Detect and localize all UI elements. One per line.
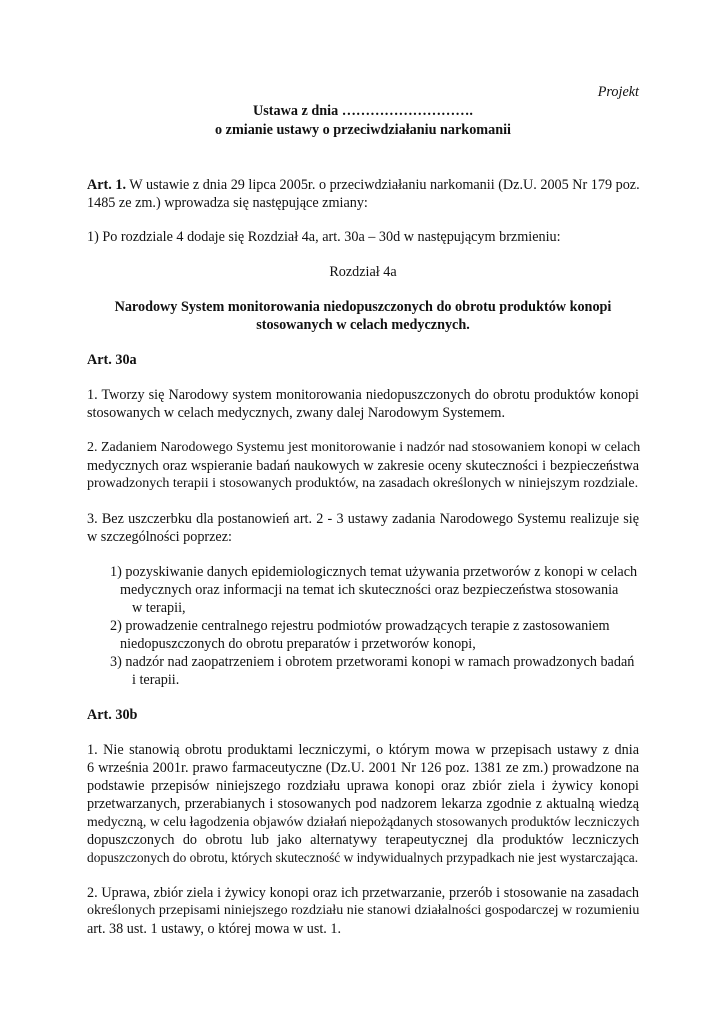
art30a-p2-line: prowadzonych terapii i stosowanych produktów, na zasadach określonych w niniejszym rozdziale. bbox=[87, 476, 639, 491]
art1-line1: Art. 1. W ustawie z dnia 29 lipca 2005r. o przeciwdziałaniu narkomanii (Dz.U. 2005 Nr 179 poz. bbox=[87, 177, 640, 193]
art30b-p1-line: 6 września 2001r. prawo farmaceutyczne (Dz.U. 2001 Nr 126 poz. 1381 ze zm.) prowadzone na bbox=[87, 760, 639, 776]
act-subtitle: o zmianie ustawy o przeciwdziałaniu narkomanii bbox=[215, 122, 511, 138]
chapter-title-line1: Narodowy System monitorowania niedopuszczonych do obrotu produktów konopi bbox=[114, 299, 612, 315]
list-item: 2) prowadzenie centralnego rejestru podmiotów prowadzących terapie z zastosowaniem bbox=[110, 618, 610, 634]
art30b-heading: Art. 30b bbox=[87, 707, 138, 723]
act-title: Ustawa z dnia ………………………. bbox=[253, 103, 473, 119]
art30b-p2-line: określonych przepisami niniejszego rozdziału nie stanowi działalności gospodarczej w rozumieniu bbox=[87, 903, 640, 918]
art30a-heading: Art. 30a bbox=[87, 352, 137, 368]
art30b-p1-line: podstawie przepisów niniejszego rozdziału uprawa konopi oraz zbiór ziela i żywicy konopi bbox=[87, 778, 639, 794]
art30a-p2-line: 2. Zadaniem Narodowego Systemu jest monitorowanie i nadzór nad stosowaniem konopi w celach bbox=[87, 440, 641, 455]
art30b-p1-line: przetwarzanych, przerabianych i stosowanych pod nadzorem lekarza zgodnie z aktualną wiedzą bbox=[87, 796, 639, 812]
chapter-label: Rozdział 4a bbox=[329, 264, 397, 280]
art30b-p1-line: dopuszczonych do obrotu, których skuteczność w indywidualnych przypadkach nie jest wystarczająca. bbox=[87, 850, 639, 865]
list-item-cont: i terapii. bbox=[132, 672, 180, 688]
art30b-p1-line: medyczną, w celu łagodzenia objawów działań niepożądanych stosowanych produktów leczniczych bbox=[87, 814, 640, 829]
art1-label: Art. 1. bbox=[87, 177, 127, 193]
list-item-cont: medycznych oraz informacji na temat ich skuteczności oraz bezpieczeństwa stosowania bbox=[120, 582, 619, 598]
chapter-title-line2: stosowanych w celach medycznych. bbox=[256, 317, 470, 333]
art30a-p2-line: medycznych oraz wspieranie badań naukowych w zakresie oceny skuteczności i bezpieczeństwa bbox=[87, 458, 639, 474]
list-item-cont: niedopuszczonych do obrotu preparatów i przetworów konopi, bbox=[120, 636, 476, 652]
art30b-p1-line: dopuszczonych do obrotu lub jako alternatywy terapeutycznej dla produktów leczniczych bbox=[87, 832, 639, 848]
list-item-cont: w terapii, bbox=[132, 600, 186, 616]
list-item: 1) pozyskiwanie danych epidemiologicznych temat używania przetworów z konopi w celach bbox=[110, 564, 638, 580]
draft-label: Projekt bbox=[597, 84, 639, 100]
list-item: 3) nadzór nad zaopatrzeniem i obrotem przetworami konopi w ramach prowadzonych badań bbox=[110, 654, 635, 670]
art30a-p1-line: stosowanych w celach medycznych, zwany dalej Narodowym Systemem. bbox=[87, 405, 506, 421]
change-item-1: 1) Po rozdziale 4 dodaje się Rozdział 4a, art. 30a – 30d w następującym brzmieniu: bbox=[87, 229, 561, 245]
art30b-p2-line: art. 38 ust. 1 ustawy, o której mowa w ust. 1. bbox=[87, 921, 342, 937]
art30b-p1-line: 1. Nie stanowią obrotu produktami leczniczymi, o którym mowa w przepisach ustawy z dnia bbox=[87, 742, 639, 758]
art30a-p1-line: 1. Tworzy się Narodowy system monitorowania niedopuszczonych do obrotu produktów konopi bbox=[87, 387, 639, 403]
art30b-p2-line: 2. Uprawa, zbiór ziela i żywicy konopi oraz ich przetwarzanie, przerób i stosowanie na zasadach bbox=[87, 885, 639, 901]
art30a-p3-line: w szczególności poprzez: bbox=[87, 529, 232, 545]
art30a-p3-line: 3. Bez uszczerbku dla postanowień art. 2 - 3 ustawy zadania Narodowego Systemu realizuje się bbox=[87, 511, 639, 527]
art1-line2: 1485 ze zm.) wprowadza się następujące zmiany: bbox=[87, 195, 368, 211]
